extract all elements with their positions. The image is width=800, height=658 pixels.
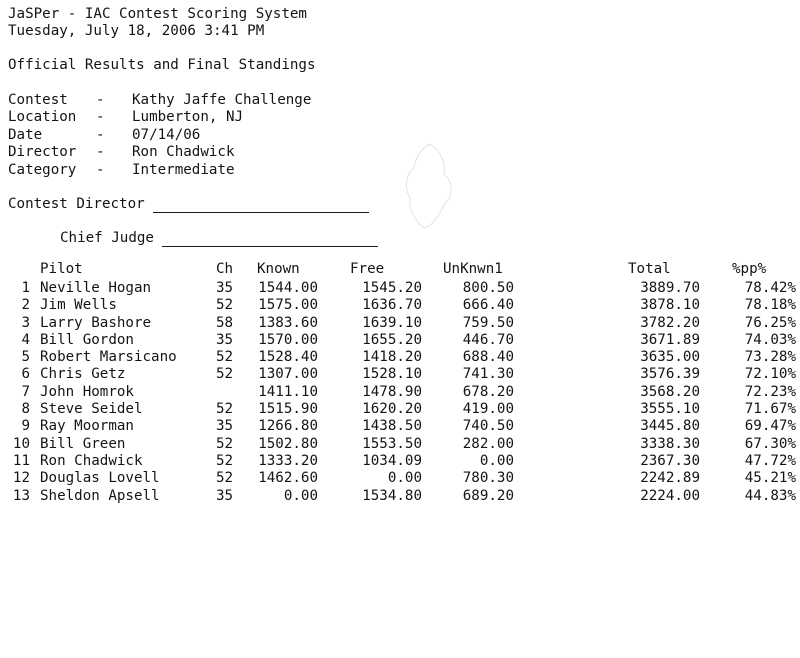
rank-cell: 10 [12, 435, 30, 452]
chief-judge-signature [60, 230, 378, 247]
contest-director-signature-line [153, 198, 369, 213]
total-cell: 3445.80 [640, 418, 700, 435]
rank-cell: 8 [21, 401, 30, 418]
pilot-cell: Jim Wells [40, 297, 117, 314]
rank-cell: 1 [21, 280, 30, 296]
total-cell: 2242.89 [640, 470, 700, 487]
known-cell: 1411.10 [258, 383, 318, 400]
date-label: Date [8, 126, 43, 143]
total-cell: 3782.20 [640, 314, 700, 331]
rank-cell: 7 [21, 383, 30, 400]
location-separator: - [96, 109, 105, 126]
pilot-cell: Douglas Lovell [40, 470, 160, 487]
contest-director-label: Contest Director [8, 196, 145, 212]
system-title: JaSPer - IAC Contest Scoring System [8, 6, 307, 22]
table-row [0, 314, 796, 332]
director-label: Director [8, 144, 77, 161]
table-row [0, 435, 796, 453]
table-row [0, 366, 796, 383]
unknown-cell: 419.00 [462, 401, 514, 418]
col-header-free: Free [350, 261, 385, 277]
pilot-cell: Neville Hogan [40, 280, 152, 296]
ch-cell: 52 [216, 297, 234, 314]
contest-label: Contest [8, 92, 68, 108]
category-label: Category [8, 161, 77, 178]
total-cell: 3878.10 [640, 297, 700, 314]
date-row [8, 127, 311, 144]
ch-cell: 52 [216, 349, 234, 366]
results-table [0, 280, 796, 505]
pilot-cell: Bill Gordon [40, 331, 134, 348]
pilot-cell: John Homrok [40, 383, 134, 400]
free-cell: 1478.90 [362, 383, 422, 400]
date-value: 07/14/06 [132, 126, 201, 143]
ch-cell: 52 [216, 401, 234, 418]
free-cell: 1528.10 [362, 366, 422, 383]
pp-cell: 67.30% [744, 435, 796, 452]
pp-cell: 76.25% [744, 314, 796, 331]
category-row [8, 162, 311, 179]
unknown-cell: 678.20 [462, 383, 514, 400]
col-header-unknown: UnKnwn1 [443, 261, 503, 277]
ch-cell: 35 [216, 418, 234, 435]
known-cell: 1544.00 [258, 280, 318, 296]
pilot-cell: Larry Bashore [40, 314, 152, 331]
rank-cell: 2 [21, 297, 30, 314]
chief-judge-label: Chief Judge [60, 230, 154, 246]
rank-cell: 9 [21, 418, 30, 435]
pilot-cell: Sheldon Apsell [40, 487, 160, 504]
free-cell: 0.00 [387, 470, 422, 487]
unknown-cell: 741.30 [462, 366, 514, 383]
rank-cell: 6 [21, 366, 30, 383]
col-header-pilot: Pilot [40, 261, 83, 277]
rank-cell: 11 [12, 452, 30, 469]
free-cell: 1438.50 [362, 418, 422, 435]
rank-cell: 12 [12, 470, 30, 487]
pp-cell: 73.28% [744, 349, 796, 366]
location-value: Lumberton, NJ [132, 109, 244, 126]
unknown-cell: 800.50 [462, 280, 514, 296]
free-cell: 1545.20 [362, 280, 422, 296]
chief-judge-signature-line [162, 232, 378, 247]
pp-cell: 72.23% [744, 383, 796, 400]
table-row [0, 470, 796, 487]
free-cell: 1636.70 [362, 297, 422, 314]
unknown-cell: 282.00 [462, 435, 514, 452]
total-cell: 3555.10 [640, 401, 700, 418]
unknown-cell: 780.30 [462, 470, 514, 487]
pilot-cell: Bill Green [40, 435, 126, 452]
report-datetime: Tuesday, July 18, 2006 3:41 PM [8, 23, 265, 39]
pp-cell: 71.67% [744, 401, 796, 418]
known-cell: 1383.60 [258, 314, 318, 331]
ch-cell: 52 [216, 366, 234, 383]
col-header-pp: %pp% [732, 261, 767, 277]
total-cell: 3671.89 [640, 331, 700, 348]
table-row [0, 401, 796, 418]
total-cell: 3635.00 [640, 349, 700, 366]
free-cell: 1553.50 [362, 435, 422, 452]
total-cell: 3576.39 [640, 366, 700, 383]
table-row [0, 418, 796, 435]
contest-row [8, 92, 311, 109]
col-header-ch: Ch [216, 261, 234, 277]
known-cell: 1462.60 [258, 470, 318, 487]
table-row [0, 452, 796, 470]
table-row [0, 349, 796, 366]
table-row [0, 487, 796, 505]
unknown-cell: 446.70 [462, 331, 514, 348]
known-cell: 1307.00 [258, 366, 318, 383]
total-cell: 3889.70 [640, 280, 700, 296]
known-cell: 1502.80 [258, 435, 318, 452]
ch-cell: 35 [216, 280, 234, 296]
free-cell: 1655.20 [362, 331, 422, 348]
unknown-cell: 688.40 [462, 349, 514, 366]
pp-cell: 69.47% [744, 418, 796, 435]
pp-cell: 45.21% [744, 470, 796, 487]
table-row [0, 383, 796, 401]
unknown-cell: 740.50 [462, 418, 514, 435]
pp-cell: 78.42% [744, 280, 796, 296]
rank-cell: 5 [21, 349, 30, 366]
rank-cell: 13 [12, 487, 30, 504]
known-cell: 1266.80 [258, 418, 318, 435]
known-cell: 1575.00 [258, 297, 318, 314]
pp-cell: 47.72% [744, 452, 796, 469]
pp-cell: 44.83% [744, 487, 796, 504]
director-row [8, 144, 311, 161]
report-heading: Official Results and Final Standings [8, 57, 316, 73]
pp-cell: 78.18% [744, 297, 796, 314]
ch-cell: 52 [216, 452, 234, 469]
known-cell: 1570.00 [258, 331, 318, 348]
director-separator: - [96, 144, 105, 161]
table-row [0, 280, 796, 297]
unknown-cell: 759.50 [462, 314, 514, 331]
ch-cell: 35 [216, 331, 234, 348]
ch-cell: 52 [216, 435, 234, 452]
pilot-cell: Chris Getz [40, 366, 126, 383]
unknown-cell: 666.40 [462, 297, 514, 314]
free-cell: 1639.10 [362, 314, 422, 331]
known-cell: 0.00 [283, 487, 318, 504]
contest-director-signature [8, 196, 369, 213]
unknown-cell: 0.00 [479, 452, 514, 469]
free-cell: 1034.09 [362, 452, 422, 469]
unknown-cell: 689.20 [462, 487, 514, 504]
known-cell: 1528.40 [258, 349, 318, 366]
pp-cell: 72.10% [744, 366, 796, 383]
total-cell: 2224.00 [640, 487, 700, 504]
pp-cell: 74.03% [744, 331, 796, 348]
pilot-cell: Ray Moorman [40, 418, 134, 435]
contest-info [8, 92, 311, 179]
col-header-known: Known [257, 261, 300, 277]
category-separator: - [96, 161, 105, 178]
location-label: Location [8, 109, 77, 126]
total-cell: 3338.30 [640, 435, 700, 452]
col-header-total: Total [628, 261, 671, 277]
total-cell: 2367.30 [640, 452, 700, 469]
pilot-cell: Steve Seidel [40, 401, 143, 418]
date-separator: - [96, 126, 105, 143]
total-cell: 3568.20 [640, 383, 700, 400]
pilot-cell: Ron Chadwick [40, 452, 143, 469]
ch-cell: 58 [216, 314, 234, 331]
free-cell: 1534.80 [362, 487, 422, 504]
contest-value: Kathy Jaffe Challenge [132, 92, 312, 108]
category-value: Intermediate [132, 161, 235, 178]
free-cell: 1620.20 [362, 401, 422, 418]
ch-cell: 52 [216, 470, 234, 487]
free-cell: 1418.20 [362, 349, 422, 366]
director-value: Ron Chadwick [132, 144, 235, 161]
ch-cell: 35 [216, 487, 234, 504]
rank-cell: 3 [21, 314, 30, 331]
rank-cell: 4 [21, 331, 30, 348]
known-cell: 1515.90 [258, 401, 318, 418]
table-row [0, 331, 796, 349]
known-cell: 1333.20 [258, 452, 318, 469]
contest-separator: - [96, 92, 105, 108]
table-row [0, 297, 796, 314]
location-row [8, 109, 311, 126]
scan-smudge [400, 140, 458, 230]
pilot-cell: Robert Marsicano [40, 349, 177, 366]
